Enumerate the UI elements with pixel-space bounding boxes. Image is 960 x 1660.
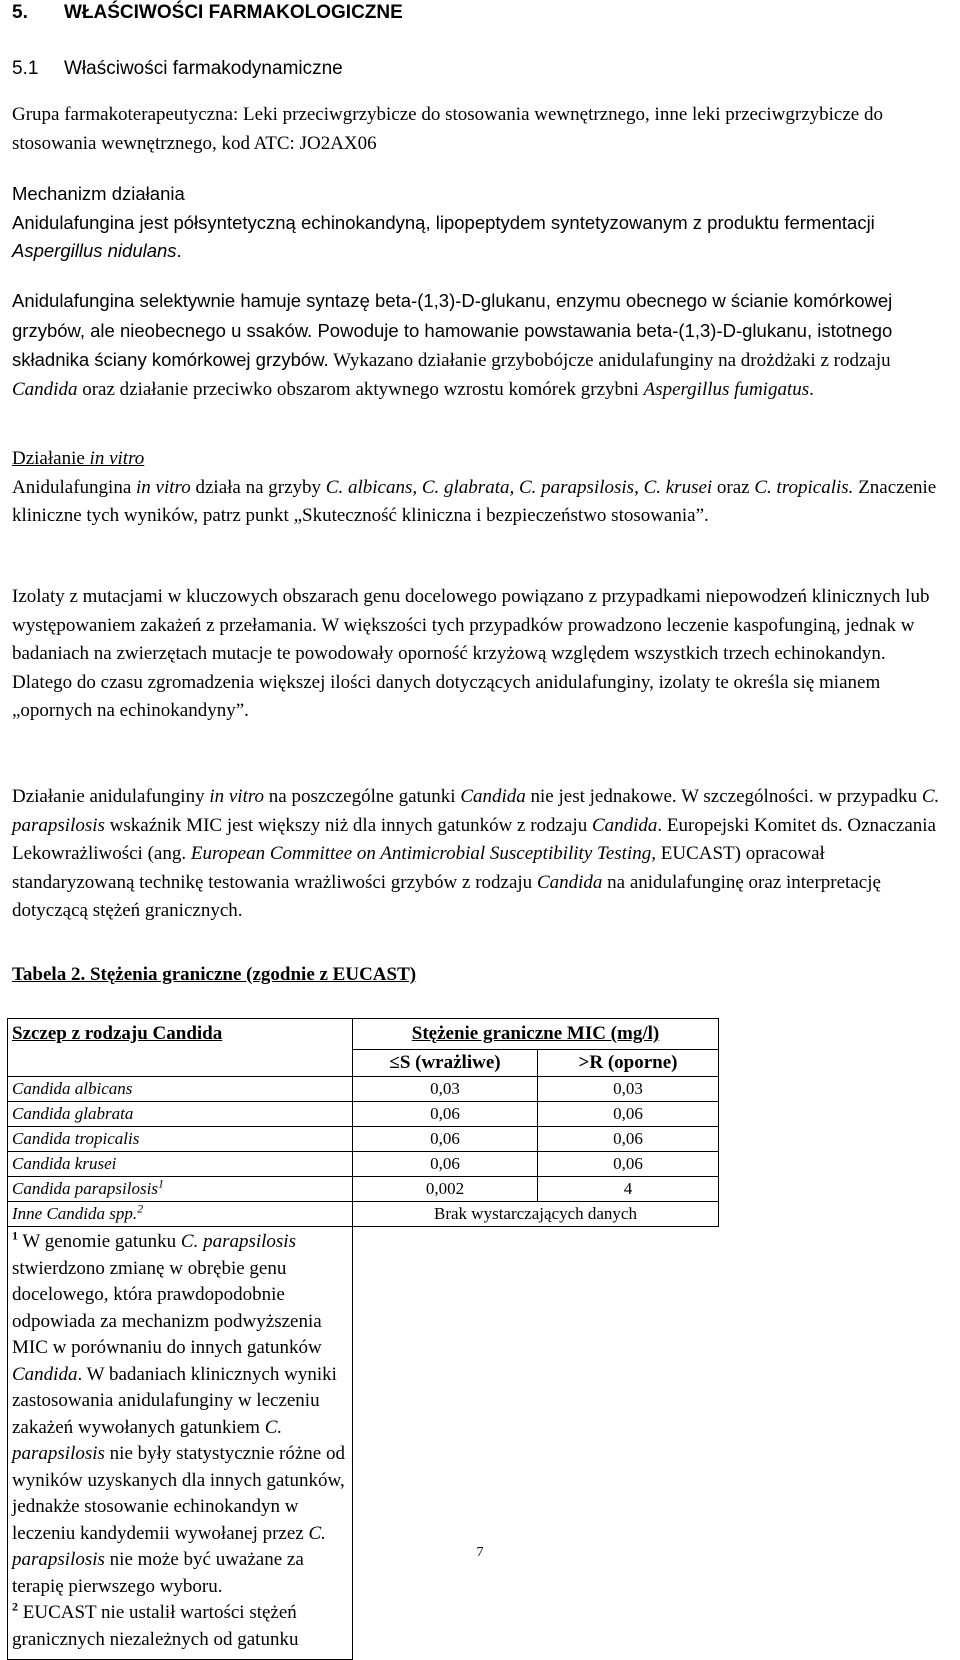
- col-mic-header: Stężenie graniczne MIC (mg/l): [353, 1019, 719, 1050]
- col-strain-header: Szczep z rodzaju Candida: [8, 1019, 353, 1050]
- table-header-row: [8, 1019, 719, 1050]
- eucast-paragraph: Działanie anidulafunginy in vitro na poszczególne gatunki Candida nie jest jednakowe. W szczególności. w przypadku C. parapsilosis wskaźnik MIC jest większy niż dla innych gatunków z rodzaju Candida. Europejski Komitet ds. Oznaczania Lekowrażliwości (ang. European Committee on Antimicrobial Susceptibility Testing, EUCAST) opracował standaryzowaną technikę testowania wrażliwości grzybów z rodzaju Candida na anidulafunginę oraz interpretację dotyczącą stężeń granicznych.: [12, 786, 940, 921]
- mode-of-action-paragraph: Anidulafungina selektywnie hamuje syntazę beta-(1,3)-D-glukanu, enzymu obecnego w ścianie komórkowej grzybów, ale nieobecnego u ssaków. Powoduje to hamowanie powstawania beta-(1,3)-D-glukanu, istotnego składnika ściany komórkowej grzybów. Wykazano działanie grzybobójcze anidulafunginy na drożdżaki z rodzaju Candida oraz działanie przeciwko obszarom aktywnego wzrostu komórek grzybni Aspergillus fumigatus.: [12, 290, 893, 400]
- table-title: Tabela 2. Stężenia graniczne (zgodnie z EUCAST): [12, 964, 417, 985]
- in-vitro-text: Anidulafungina in vitro działa na grzyby C. albicans, C. glabrata, C. parapsilosis, C. krusei oraz C. tropicalis. Znaczenie kliniczne tych wyników, patrz punkt „Skuteczność kliniczna i bezpieczeństwo stosowania”.: [12, 476, 937, 526]
- subsection-title: Właściwości farmakodynamiczne: [64, 58, 343, 79]
- footnote-2: $^2$ EUCAST nie ustalił wartości stężeń granicznych niezależnych od gatunku: [12, 1599, 299, 1650]
- pharmacotherapeutic-group: Grupa farmakoterapeutyczna: Leki przeciwgrzybicze do stosowania wewnętrznego, inne leki przeciwgrzybicze do stosowania wewnętrznego, kod ATC: JO2AX06: [12, 104, 883, 154]
- mechanism-text: Anidulafungina jest półsyntetyczną echinokandyną, lipopeptydem syntetyzowanym z produktu fermentacji Aspergillus nidulans.: [12, 211, 875, 261]
- section-number: 5.: [12, 2, 28, 23]
- table-subheader-row: [8, 1050, 719, 1077]
- section-heading: [12, 2, 403, 24]
- table-row: Candida albicans 0,03 0,03: [8, 1077, 719, 1102]
- mechanism-block: [12, 180, 947, 266]
- col-susceptible-header: ≤S (wrażliwe): [353, 1050, 538, 1077]
- subsection-number: 5.1: [12, 58, 39, 79]
- resistance-paragraph: Izolaty z mutacjami w kluczowych obszarach genu docelowego powiązano z przypadkami niepowodzeń klinicznych lub występowaniem zakażeń z przełamania. W większości tych przypadków prowadzono leczenie kaspofunginą, jednak w badaniach na zwierzętach mutacje te powodowały oporność krzyżową względem wszystkich trzech echinokandyn. Dlatego do czasu zgromadzenia większej ilości danych dotyczących anidulafunginy, izolaty te określa się mianem „opornych na echinokandyny”.: [12, 586, 930, 721]
- col-resistant-header: >R (oporne): [538, 1050, 719, 1077]
- table-notes-row: [8, 1227, 719, 1660]
- page-number: 7: [476, 1545, 484, 1560]
- in-vitro-block: [12, 445, 947, 531]
- in-vitro-title: Działanie in vitro: [12, 448, 145, 469]
- table-row: Candida glabrata 0,06 0,06: [8, 1102, 719, 1127]
- table-row: Inne Candida spp.$^2$ Brak wystarczających danych: [8, 1202, 719, 1227]
- table-row: Candida tropicalis 0,06 0,06: [8, 1127, 719, 1152]
- mechanism-title: Mechanizm działania: [12, 183, 185, 204]
- section-title: WŁAŚCIWOŚCI FARMAKOLOGICZNE: [64, 2, 403, 23]
- table-row: Candida parapsilosis$^1$ 0,002 4: [8, 1177, 719, 1202]
- breakpoints-table: [7, 1018, 719, 1660]
- footnote-1: $^1$ W genomie gatunku C. parapsilosis stwierdzono zmianę w obrębie genu docelowego, która prawdopodobnie odpowiada za mechanizm podwyższenia MIC w porównaniu do innych gatunków Candida. W badaniach klinicznych wyniki zastosowania anidulafunginy w leczeniu zakażeń wywołanych gatunkiem C. parapsilosis nie były statystycznie różne od wyników uzyskanych dla innych gatunków, jednakże stosowanie echinokandyn w leczeniu kandydemii wywołanej przez C. parapsilosis nie może być uważane za terapię pierwszego wyboru. $^2$ EUCAST nie ustalił wartości stężeń granicznych niezależnych od gatunku: [8, 1227, 353, 1660]
- subsection-heading: [12, 58, 343, 80]
- table-row: Candida krusei 0,06 0,06: [8, 1152, 719, 1177]
